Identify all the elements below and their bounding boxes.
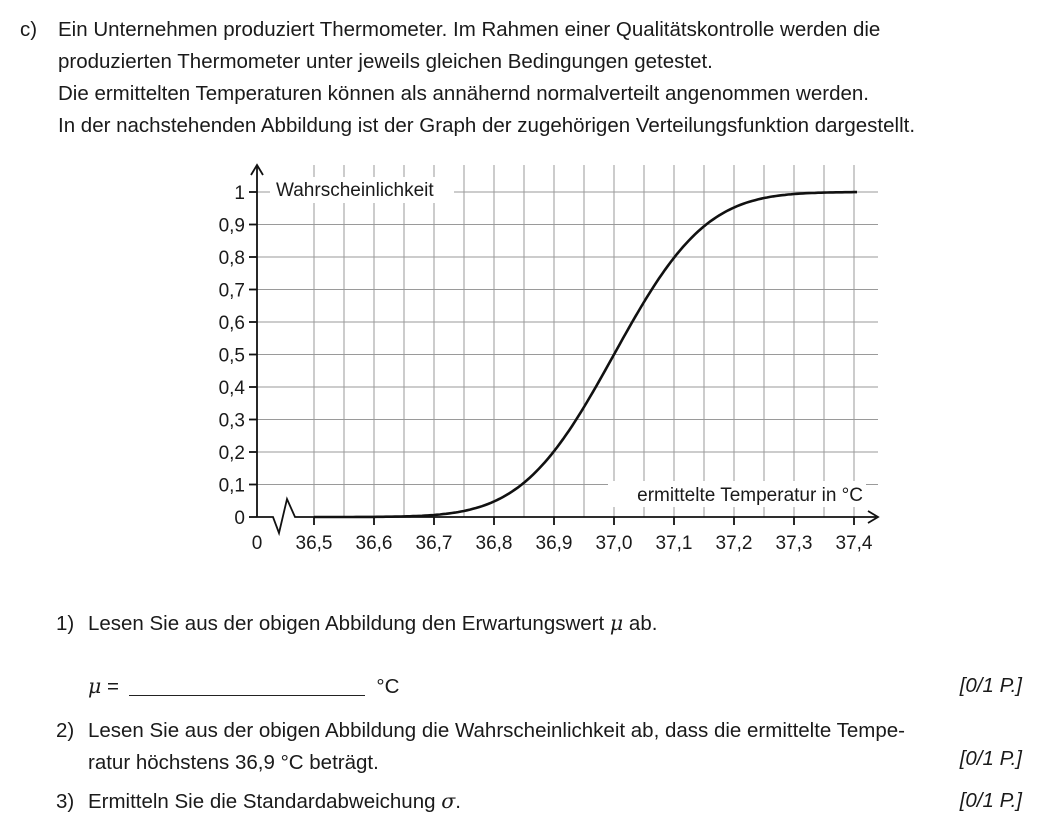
y-tick-label: 0,6 — [218, 313, 245, 334]
y-tick-label: 0,9 — [218, 215, 245, 237]
y-tick-label: 1 — [234, 183, 245, 204]
x-tick-label: 0 — [251, 533, 263, 554]
points-label: [0/1 P.] — [959, 747, 1022, 770]
y-tick-label: 0,5 — [218, 345, 245, 367]
task-text: Lesen Sie aus der obigen Abbildung die Wahrscheinlichkeit ab, dass die ermittelte Tempe- — [87, 719, 906, 742]
y-tick-label: 0,8 — [218, 248, 245, 269]
y-tick-label: 0,2 — [218, 443, 245, 464]
task-number: 1) — [56, 612, 75, 635]
intro-line: produzierten Thermometer unter jeweils gleichen Bedingungen getestet. — [58, 50, 713, 73]
task-text: ratur höchstens 36,9 °C beträgt. — [88, 751, 379, 774]
equals-sign: = — [101, 675, 119, 698]
intro-line: In der nachstehenden Abbildung ist der Graph der zugehörigen Verteilungsfunktion dargestellt. — [58, 114, 916, 137]
x-tick-label: 37,2 — [715, 533, 753, 554]
unit-label: °C — [376, 675, 400, 698]
chart-grid — [257, 165, 878, 517]
part-label: c) — [20, 18, 38, 41]
y-tick-label: 0,7 — [218, 280, 245, 302]
x-tick-label: 36,8 — [475, 533, 513, 554]
mu-symbol: μ — [88, 674, 102, 698]
task-2 — [56, 715, 905, 779]
answer-blank[interactable] — [129, 675, 365, 696]
task-1 — [56, 611, 657, 636]
task-number: 3) — [56, 790, 75, 813]
task-3 — [56, 789, 461, 814]
task-number: 2) — [56, 719, 75, 742]
y-tick-label: 0 — [234, 508, 245, 529]
intro-line: Ein Unternehmen produziert Thermometer. Im Rahmen einer Qualitätskontrolle werden die — [58, 18, 881, 41]
points-label: [0/1 P.] — [959, 674, 1022, 697]
y-tick-label: 0,3 — [218, 410, 245, 432]
answer-line-mu — [88, 674, 399, 699]
chart-axes — [251, 165, 878, 533]
points-label: [0/1 P.] — [959, 789, 1022, 812]
mu-symbol: μ — [609, 611, 624, 635]
x-tick-label: 37,3 — [775, 533, 813, 554]
x-tick-label: 37,1 — [655, 533, 693, 554]
task-text: Lesen Sie aus der obigen Abbildung den Erwartungswert — [87, 612, 605, 635]
task-text: Ermitteln Sie die Standardabweichung — [87, 790, 436, 813]
intro-line: Die ermittelten Temperaturen können als annähernd normalverteilt angenommen werden. — [58, 82, 869, 105]
task-text-end: . — [455, 790, 461, 813]
y-axis-label: Wahrscheinlichkeit — [276, 180, 434, 201]
x-axis-label: ermittelte Temperatur in °C — [637, 485, 863, 506]
x-tick-label: 36,5 — [295, 533, 333, 554]
sigma-symbol: σ — [441, 789, 456, 813]
x-tick-label: 37,4 — [835, 533, 873, 554]
x-tick-label: 37,0 — [595, 533, 633, 554]
x-tick-label: 36,7 — [415, 533, 453, 554]
x-tick-label: 36,9 — [535, 533, 573, 554]
y-tick-label: 0,1 — [218, 475, 245, 497]
x-tick-label: 36,6 — [355, 533, 393, 554]
task-text-end: ab. — [623, 612, 658, 635]
y-tick-label: 0,4 — [218, 378, 245, 399]
